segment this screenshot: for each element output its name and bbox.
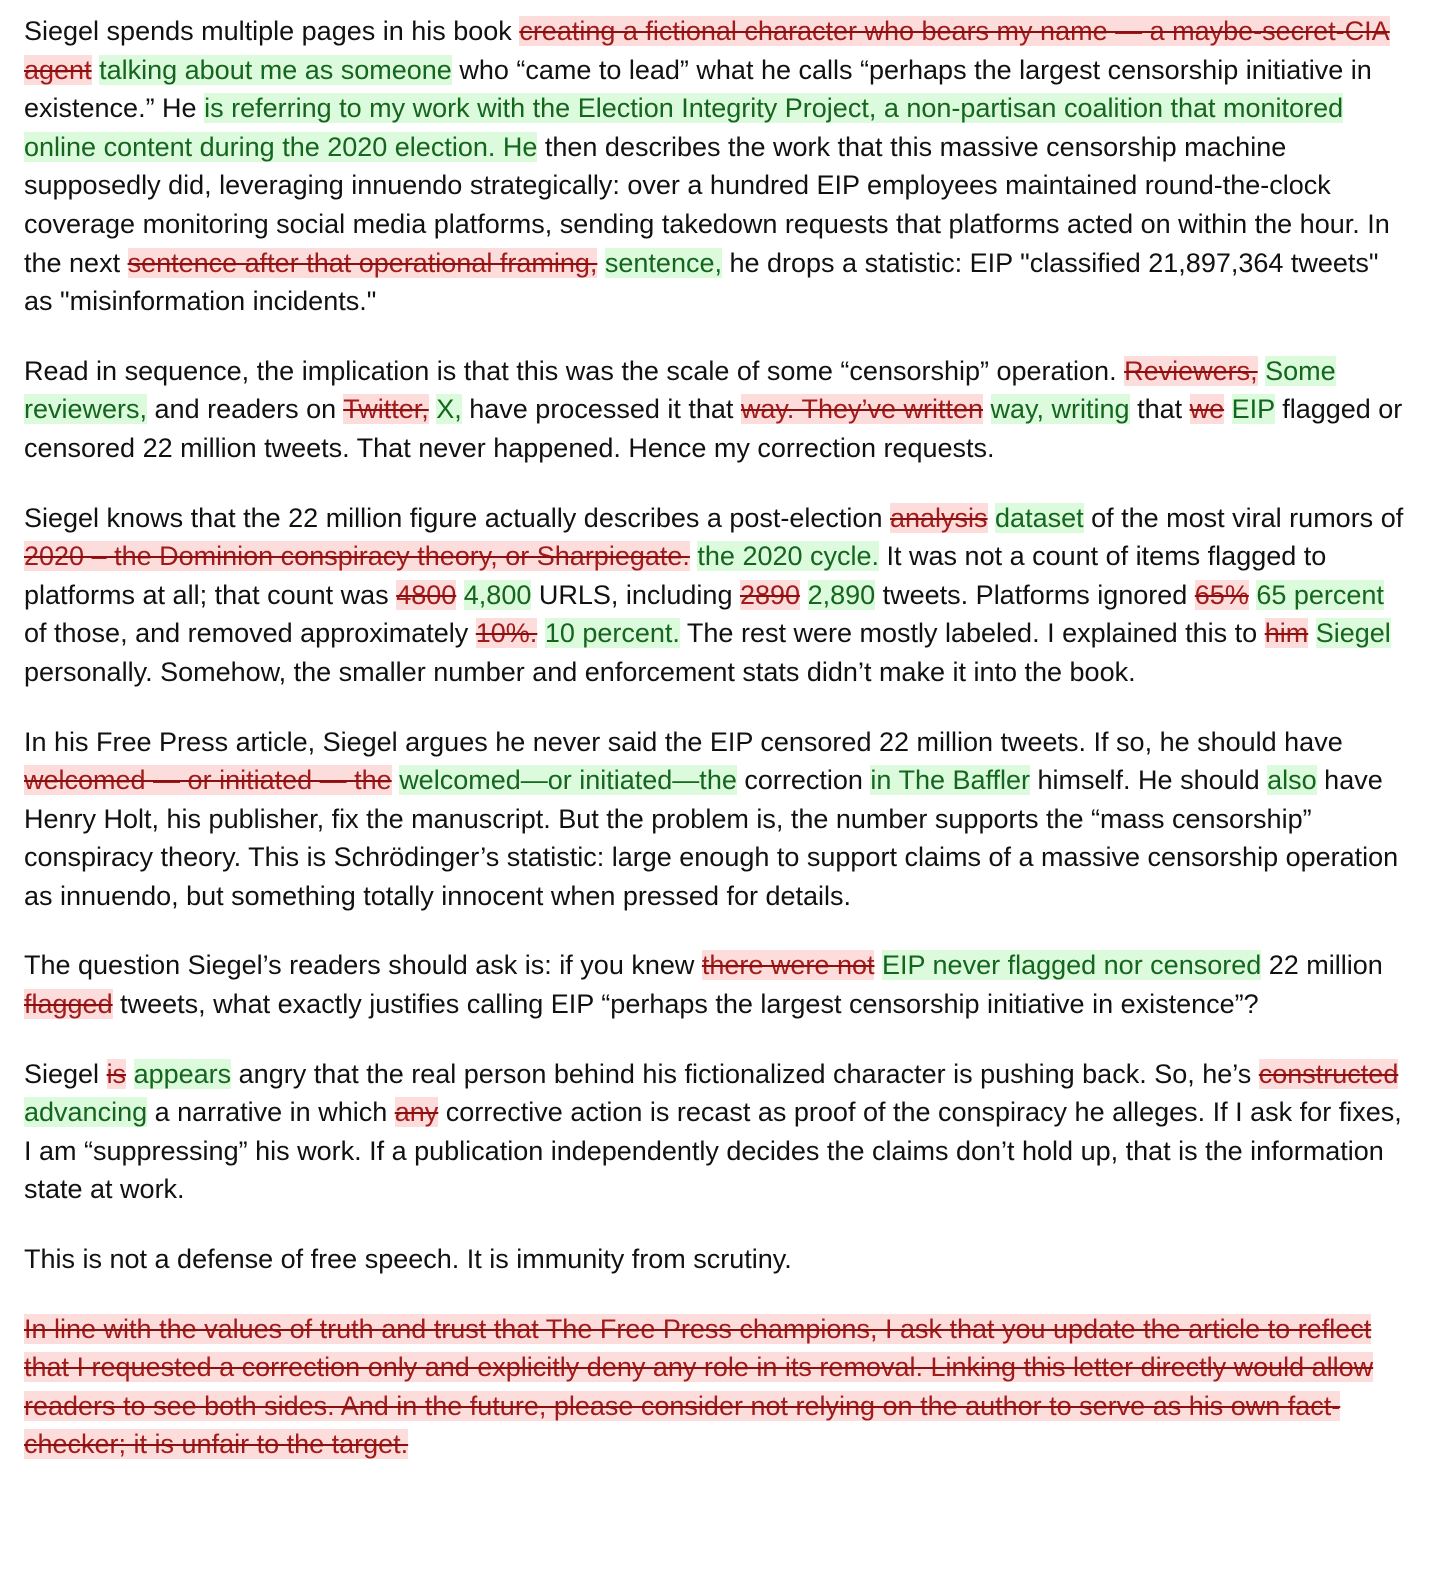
- inserted-text: Some reviewers,: [24, 355, 1336, 425]
- body-text: [597, 248, 605, 278]
- paragraph: [24, 1240, 1410, 1279]
- body-text: have processed it that: [461, 394, 741, 425]
- body-text: corrective action is recast as proof of the conspiracy he alleges. If I ask for fixes, I am “suppressing” his work. If a publication independently decides the claims don’t hold up, that is the information state at work.: [24, 1097, 1402, 1205]
- body-text: [456, 580, 464, 610]
- inserted-text: X,: [436, 394, 462, 425]
- inserted-text: 65 percent: [1256, 579, 1384, 610]
- deleted-text: we: [1189, 394, 1225, 425]
- body-text: [983, 394, 991, 424]
- inserted-text: sentence,: [604, 247, 722, 278]
- deleted-text: 2020 – the Dominion conspiracy theory, or Sharpiegate.: [24, 541, 690, 572]
- inserted-text: welcomed—or initiated—the: [399, 765, 737, 796]
- body-text: himself. He should: [1030, 765, 1268, 796]
- inserted-text: 2,890: [807, 579, 876, 610]
- body-text: [92, 55, 100, 85]
- inserted-text: 4,800: [463, 579, 532, 610]
- inserted-text: dataset: [995, 502, 1084, 533]
- body-text: In his Free Press article, Siegel argues he never said the EIP censored 22 million tweets. If so, he should have: [24, 726, 1343, 757]
- inserted-text: Siegel: [1315, 618, 1391, 649]
- inserted-text: way, writing: [990, 394, 1130, 425]
- body-text: It was not a count of items flagged to platforms at all; that count was: [24, 541, 1327, 610]
- body-text: Siegel: [24, 1058, 107, 1089]
- body-text: The question Siegel’s readers should ask is: if you knew: [24, 950, 702, 981]
- body-text: 22 million: [1261, 950, 1383, 981]
- deleted-text: 4800: [396, 579, 457, 610]
- paragraph: [24, 946, 1410, 1023]
- deleted-text: creating a fictional character who bears my name — a maybe-secret-CIA agent: [24, 16, 1390, 85]
- body-text: a narrative in which: [147, 1097, 395, 1128]
- body-text: of the most viral rumors of: [1083, 502, 1404, 533]
- body-text: have Henry Holt, his publisher, fix the manuscript. But the problem is, the number supports the “mass censorship” conspiracy theory. This is Schrödinger’s statistic: large enough to support claims of a massive censorship operation as innuendo, but something totally innocent when pressed for details.: [24, 765, 1399, 911]
- body-text: who “came to lead” what he calls “perhaps the largest censorship initiative in existence.” He: [24, 54, 1372, 124]
- body-text: then describes the work that this massive censorship machine supposedly did, leveraging innuendo strategically: over a hundred EIP employees maintained round-the-clock coverage monitoring social media platforms, sending takedown requests that platforms acted on within the hour. In the next: [24, 131, 1390, 278]
- deleted-text: welcomed — or initiated — the: [24, 765, 392, 796]
- body-text: [126, 1059, 134, 1089]
- inserted-text: EIP: [1231, 394, 1275, 425]
- body-text: of those, and removed approximately: [24, 618, 476, 649]
- body-text: that: [1129, 394, 1190, 425]
- body-text: tweets. Platforms ignored: [875, 579, 1195, 610]
- body-text: [1224, 394, 1232, 424]
- paragraph: [24, 12, 1410, 321]
- deleted-text: Twitter,: [343, 394, 429, 425]
- inserted-text: EIP never flagged nor censored: [882, 950, 1262, 981]
- deleted-text: any: [394, 1097, 439, 1128]
- body-text: personally. Somehow, the smaller number and enforcement stats didn’t make it into the book.: [24, 656, 1136, 687]
- inserted-text: the 2020 cycle.: [697, 541, 880, 572]
- inserted-text: is referring to my work with the Election Integrity Project, a non-partisan coalition that monitored online content during the 2020 election. He: [24, 93, 1344, 162]
- body-text: flagged or censored 22 million tweets. That never happened. Hence my correction requests.: [24, 394, 1403, 463]
- deleted-text: sentence after that operational framing,: [127, 247, 598, 278]
- inserted-text: 10 percent.: [544, 618, 680, 649]
- deleted-text: 65%: [1194, 579, 1249, 610]
- paragraph: [24, 352, 1410, 468]
- paragraph: [24, 499, 1410, 692]
- inserted-text: appears: [133, 1058, 232, 1089]
- inserted-text: in The Baffler: [870, 765, 1031, 796]
- body-text: Siegel knows that the 22 million figure actually describes a post-election: [24, 502, 890, 533]
- body-text: [874, 950, 882, 980]
- deleted-text: is: [106, 1058, 127, 1089]
- body-text: [988, 503, 996, 533]
- body-text: This is not a defense of free speech. It is immunity from scrutiny.: [24, 1244, 792, 1275]
- paragraph: [24, 1310, 1410, 1464]
- body-text: URLS, including: [531, 579, 740, 610]
- body-text: [800, 580, 808, 610]
- deleted-text: there were not: [701, 950, 875, 981]
- body-text: Read in sequence, the implication is that this was the scale of some “censorship” operation.: [24, 355, 1125, 386]
- body-text: Siegel spends multiple pages in his book: [24, 16, 520, 46]
- deleted-text: analysis: [889, 502, 988, 533]
- body-text: he drops a statistic: EIP "classified 21,897,364 tweets" as "misinformation incidents.": [24, 247, 1379, 317]
- inserted-text: also: [1267, 765, 1317, 796]
- body-text: and readers on: [147, 394, 344, 425]
- inserted-text: advancing: [24, 1097, 148, 1128]
- body-text: angry that the real person behind his fictionalized character is pushing back. So, he’s: [231, 1058, 1259, 1089]
- body-text: [1308, 618, 1316, 648]
- deleted-text: 10%.: [475, 618, 538, 649]
- deleted-text: Reviewers,: [1124, 355, 1258, 386]
- deleted-text: him: [1264, 618, 1309, 649]
- body-text: The rest were mostly labeled. I explained this to: [679, 618, 1265, 649]
- deleted-text: 2890: [739, 579, 801, 610]
- body-text: [537, 618, 545, 648]
- body-text: correction: [736, 765, 871, 796]
- deleted-text: flagged: [24, 989, 113, 1020]
- body-text: tweets, what exactly justifies calling EIP “perhaps the largest censorship initiative in existence”?: [112, 989, 1259, 1020]
- paragraph: [24, 723, 1410, 916]
- inserted-text: talking about me as someone: [99, 54, 452, 85]
- deleted-text: way. They’ve written: [740, 394, 984, 425]
- paragraph: [24, 1055, 1410, 1209]
- deleted-text: constructed: [1258, 1058, 1399, 1089]
- deleted-text: In line with the values of truth and trust that The Free Press champions, I ask that you update the article to reflect that I requested a correction only and explicitly deny any role in its removal. Linking this letter directly would allow readers to see both sides. And in the future, please consider not relying on the author to serve as his own fact-checker; it is unfair to the target.: [24, 1313, 1374, 1460]
